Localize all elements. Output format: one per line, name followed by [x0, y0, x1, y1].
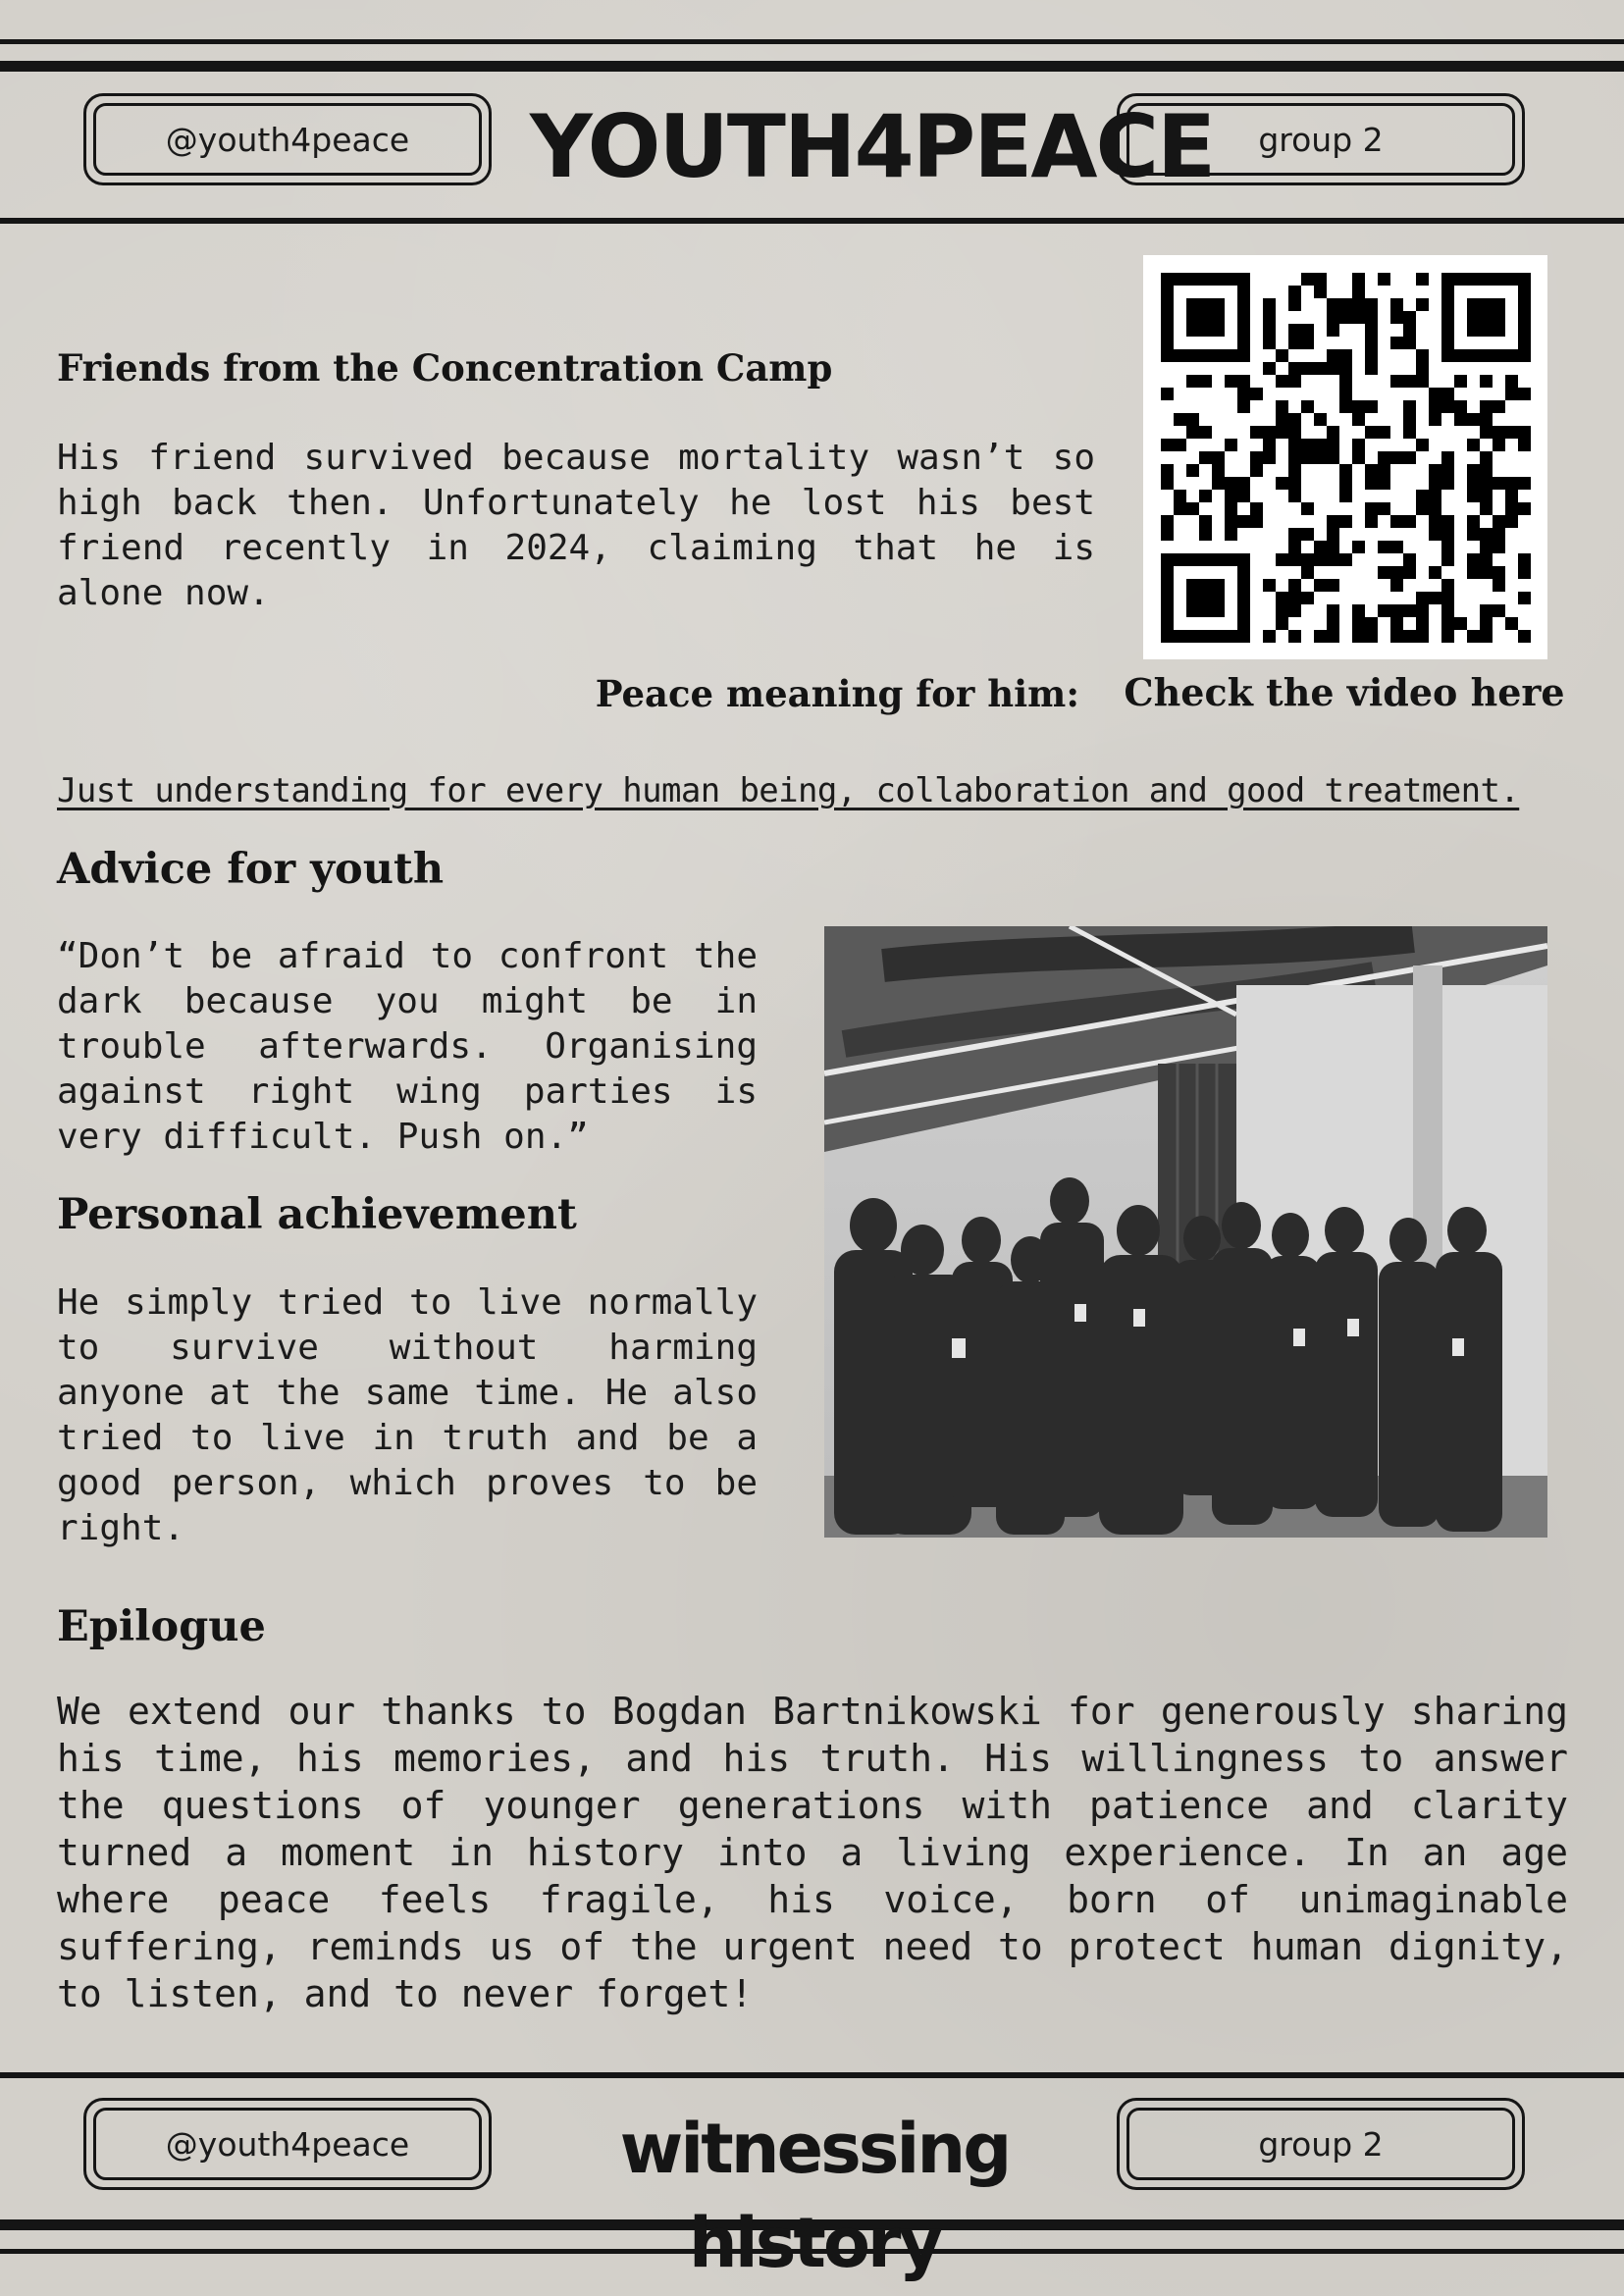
- masthead-title: YOUTH4PEACE: [530, 96, 1215, 197]
- header-handle: @youth4peace: [165, 120, 410, 159]
- footer-rule-top: [0, 2072, 1624, 2078]
- header-group: group 2: [1258, 120, 1384, 159]
- footer-group: group 2: [1258, 2124, 1384, 2164]
- epilogue-text: We extend our thanks to Bogdan Bartnikowski for generously sharing his time, his memories, and his truth. His willingness to answer the questions of younger generations with patience and clarity turned a moment in history into a living experience. In an age where peace feels fragile, his voice, born of unimaginable suffering, reminds us of the urgent need to protect human dignity, to listen, and to never forget!: [57, 1690, 1568, 2015]
- qr-caption: Check the video here: [1124, 670, 1565, 714]
- friends-text: His friend survived because mortality wasn’t so high back then. Unfortunately he lost his best friend recently in 2024, claiming that he is alone now.: [57, 438, 1095, 613]
- friends-heading: Friends from the Concentration Camp: [57, 346, 833, 390]
- footer-handle-badge: [83, 2098, 492, 2190]
- qr-code[interactable]: [1143, 255, 1547, 659]
- achievement-text: He simply tried to live normally to survive without harming anyone at the same time. He also tried to live in truth and be a good person, which proves to be right.: [57, 1282, 758, 1548]
- qr-code-pattern: [1143, 255, 1547, 659]
- group-photo-illustration: [824, 926, 1547, 1538]
- footer-title: witnessing history: [619, 2109, 1010, 2283]
- peace-meaning-text: Just understanding for every human being, collaboration and good treatment.: [57, 771, 1520, 810]
- footer-group-badge: [1117, 2098, 1525, 2190]
- advice-text: “Don’t be afraid to confront the dark because you might be in trouble afterwards. Organising against right wing parties is very difficult. Push on.”: [57, 936, 758, 1157]
- header-rule-top-thin: [0, 39, 1624, 44]
- achievement-heading: Personal achievement: [57, 1190, 577, 1239]
- peace-meaning-label: Peace meaning for him:: [595, 672, 1079, 715]
- header-rule-bottom: [0, 218, 1624, 224]
- epilogue-heading: Epilogue: [57, 1602, 266, 1651]
- header-group-badge: [1117, 93, 1525, 185]
- header-handle-badge: [83, 93, 492, 185]
- group-photo: [824, 926, 1547, 1538]
- header-rule-top-thick: [0, 61, 1624, 72]
- advice-heading: Advice for youth: [57, 845, 445, 894]
- footer-handle: @youth4peace: [165, 2124, 410, 2164]
